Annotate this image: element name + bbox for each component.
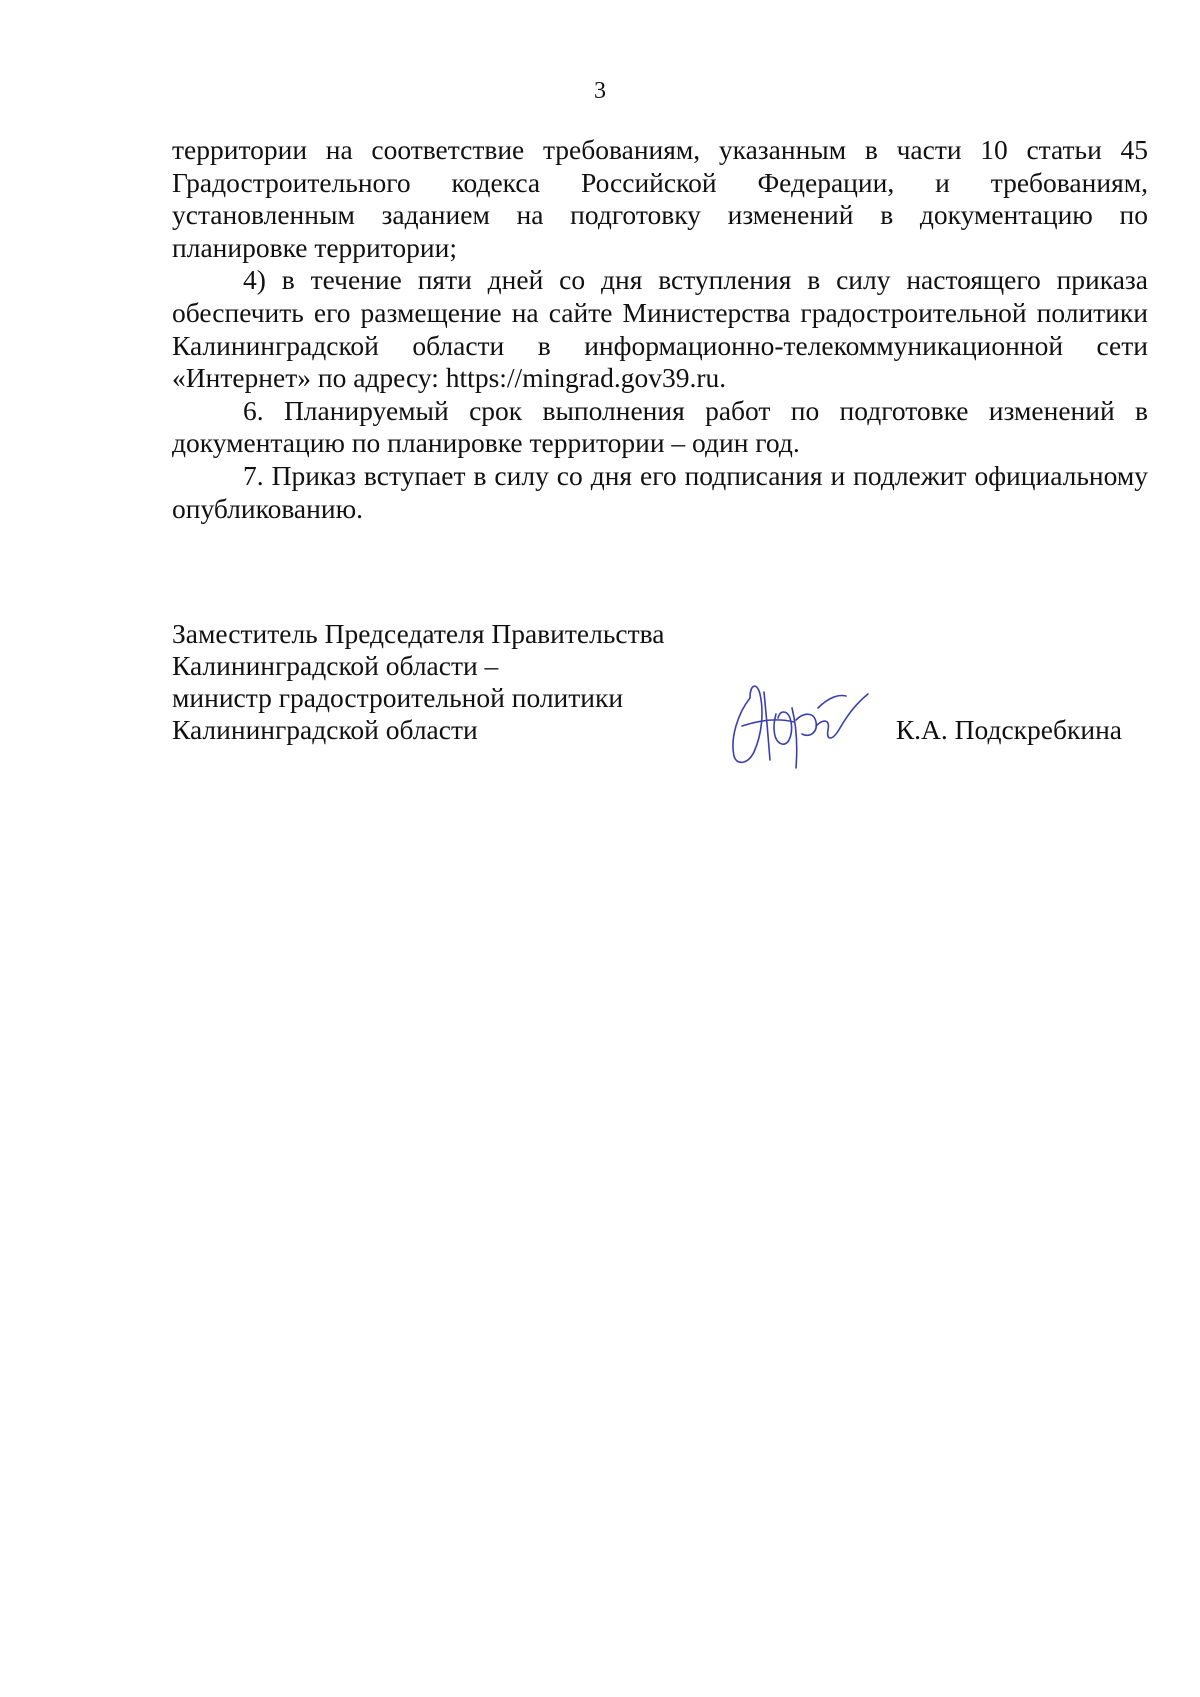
signature-block — [172, 618, 1148, 758]
paragraph-item-7: 7. Приказ вступает в силу со дня его подписания и подлежит официальному опубликованию. — [172, 459, 1148, 524]
signer-position-line: Калининградской области — [172, 714, 478, 745]
signer-name: К.А. Подскребкина — [895, 714, 1122, 745]
signer-position-line: министр градостроительной политики — [172, 682, 624, 713]
signer-position-line: Заместитель Председателя Правительства — [172, 618, 665, 649]
document-body — [172, 134, 1148, 525]
paragraph-item-6: 6. Планируемый срок выполнения работ по подготовке изменений в документацию по планировке территории – один год. — [172, 394, 1148, 459]
paragraph-item-4: 4) в течение пяти дней со дня вступления в силу настоящего приказа обеспечить его размещение на сайте Министерства градостроительной политики Калининградской области в информационно-телекоммуникационной сети «Интернет» по адресу: https://mingrad.gov39.ru. — [172, 264, 1148, 394]
page-number: 3 — [594, 78, 606, 104]
paragraph-continuation: территории на соответствие требованиям, указанным в части 10 статьи 45 Градостроительного кодекса Российской Федерации, и требованиям, установленным заданием на подготовку изменений в документацию по планировке территории; — [172, 134, 1148, 263]
signer-position-line: Калининградской области – — [172, 650, 499, 681]
handwritten-signature — [720, 668, 870, 778]
